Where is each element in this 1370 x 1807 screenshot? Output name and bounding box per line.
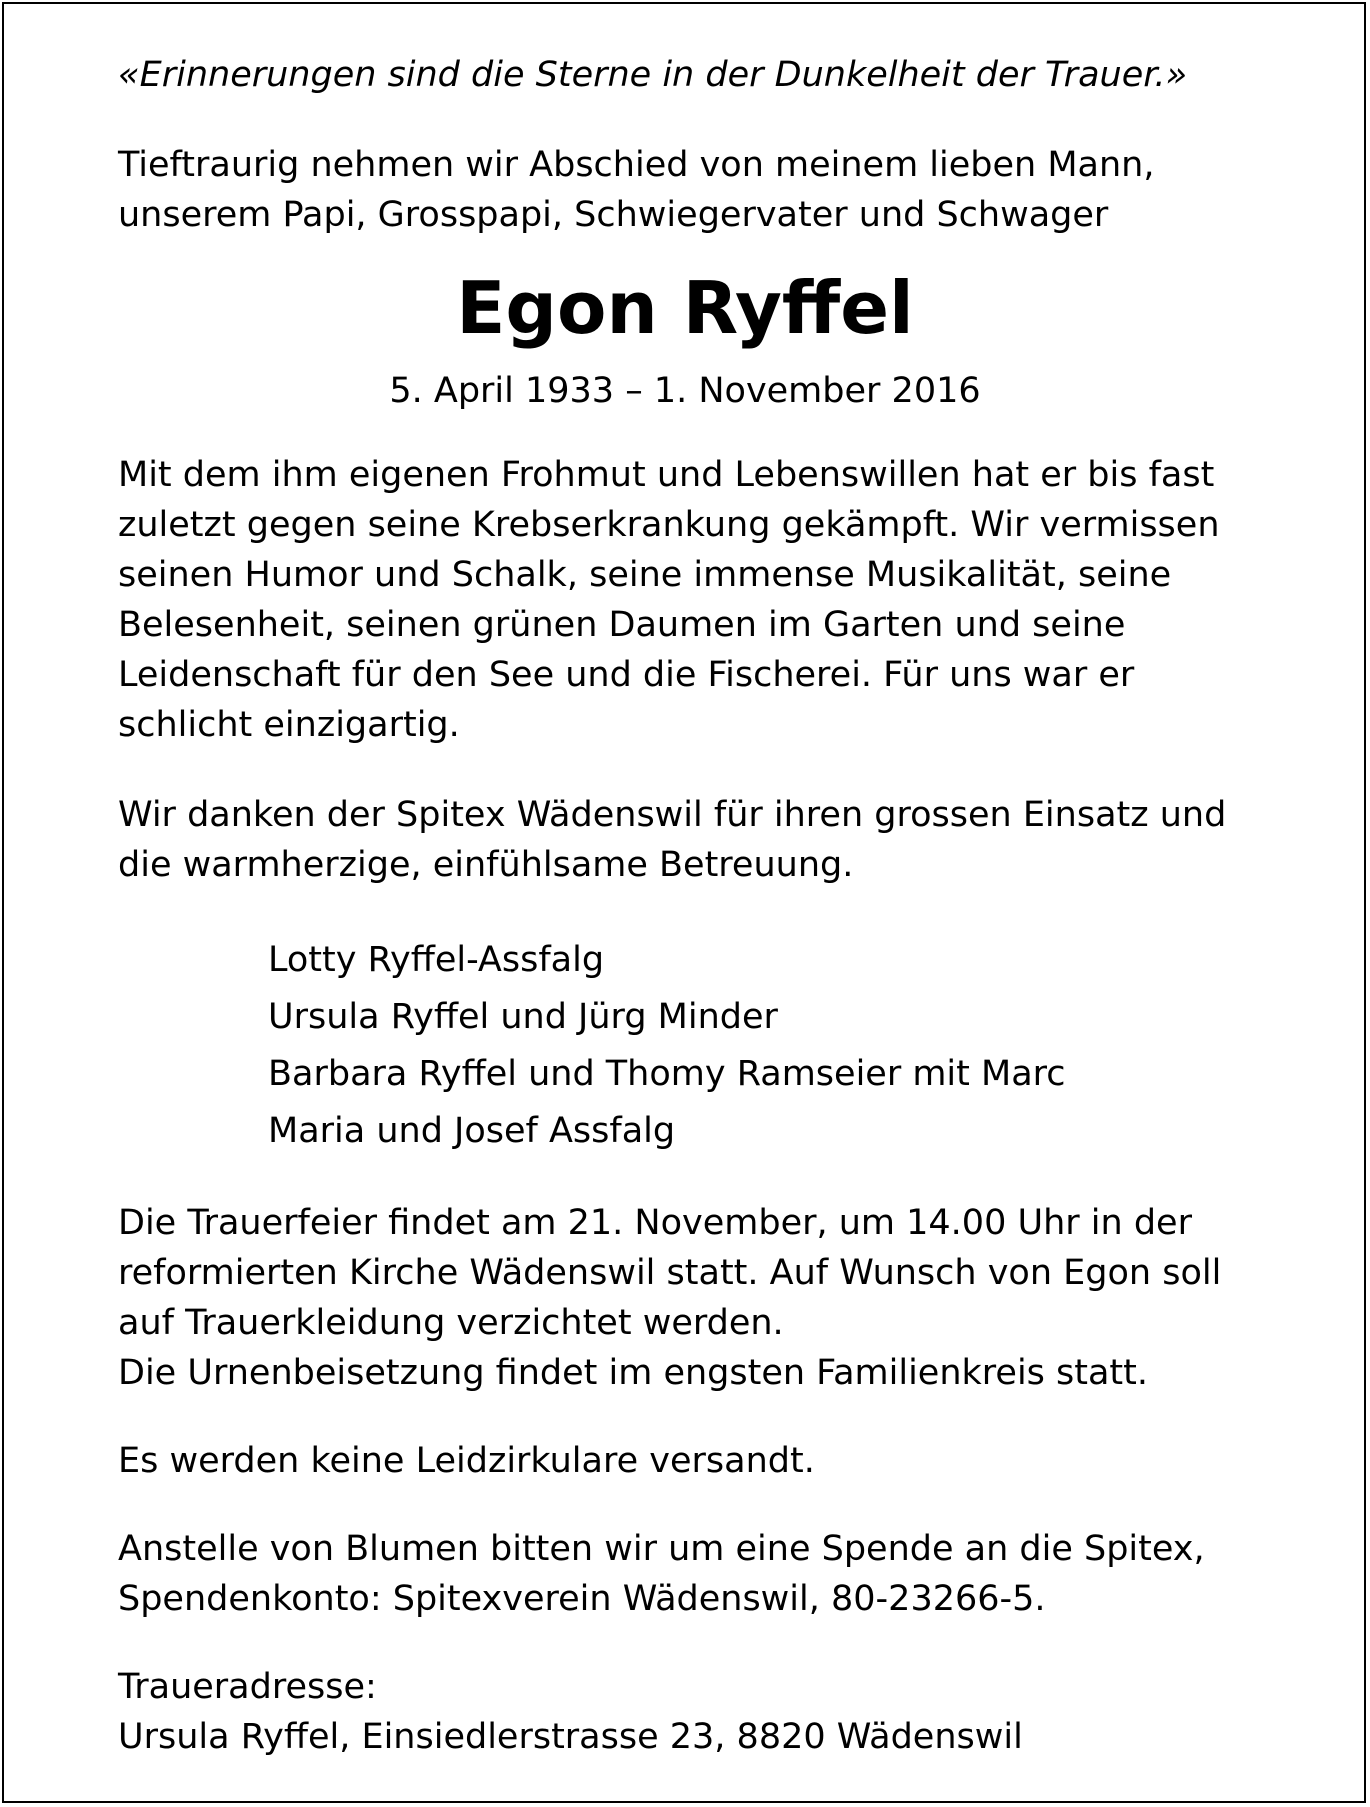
intro-line: Tieftraurig nehmen wir Abschied von meinem lieben Mann, [118, 145, 1155, 185]
donation-paragraph [118, 1524, 1258, 1624]
tribute-line: schlicht einzigartig. [118, 705, 460, 745]
funeral-line: auf Trauerkleidung verzichtet werden. [118, 1303, 784, 1343]
tribute-line: Mit dem ihm eigenen Frohmut und Lebenswillen hat er bis fast [118, 455, 1215, 495]
funeral-line: Die Trauerfeier findet am 21. November, um 14.00 Uhr in der [118, 1203, 1192, 1243]
tribute-line: Leidenschaft für den See und die Fischerei. Für uns war er [118, 655, 1135, 695]
mourner-entry: Lotty Ryffel-Assfalg [268, 940, 605, 980]
mourner-entry: Barbara Ryffel und Thomy Ramseier mit Marc [268, 1054, 1066, 1094]
obituary-notice [118, 50, 1258, 1762]
funeral-line: Die Urnenbeisetzung findet im engsten Familienkreis statt. [118, 1353, 1149, 1393]
intro-line: unserem Papi, Grosspapi, Schwiegervater und Schwager [118, 195, 1109, 235]
mourning-address [118, 1662, 1258, 1762]
thanks-line: Wir danken der Spitex Wädenswil für ihren grossen Einsatz und [118, 795, 1227, 835]
funeral-line: reformierten Kirche Wädenswil statt. Auf Wunsch von Egon soll [118, 1253, 1222, 1293]
thanks-paragraph [118, 790, 1258, 890]
mourner-entry: Ursula Ryffel und Jürg Minder [268, 997, 778, 1037]
mourner-entry: Maria und Josef Assfalg [268, 1111, 676, 1151]
intro-paragraph [118, 140, 1258, 240]
donation-line: Spendenkonto: Spitexverein Wädenswil, 80-23266-5. [118, 1579, 1046, 1619]
funeral-paragraph [118, 1198, 1258, 1398]
address-line: Ursula Ryffel, Einsiedlerstrasse 23, 8820 Wädenswil [118, 1717, 1023, 1757]
tribute-line: Belesenheit, seinen grünen Daumen im Garten und seine [118, 605, 1126, 645]
thanks-line: die warmherzige, einfühlsame Betreuung. [118, 845, 854, 885]
circulars-notice: Es werden keine Leidzirkulare versandt. [118, 1441, 815, 1481]
mourners-list [118, 932, 1258, 1160]
tribute-line: seinen Humor und Schalk, seine immense Musikalität, seine [118, 555, 1172, 595]
donation-line: Anstelle von Blumen bitten wir um eine Spende an die Spitex, [118, 1529, 1205, 1569]
address-label: Traueradresse: [118, 1667, 377, 1707]
memorial-quote: «Erinnerungen sind die Sterne in der Dunkelheit der Trauer.» [118, 55, 1188, 95]
deceased-name: Egon Ryffel [456, 266, 914, 350]
tribute-line: zuletzt gegen seine Krebserkrankung gekämpft. Wir vermissen [118, 505, 1220, 545]
tribute-paragraph [118, 450, 1258, 750]
life-dates: 5. April 1933 – 1. November 2016 [389, 371, 981, 411]
